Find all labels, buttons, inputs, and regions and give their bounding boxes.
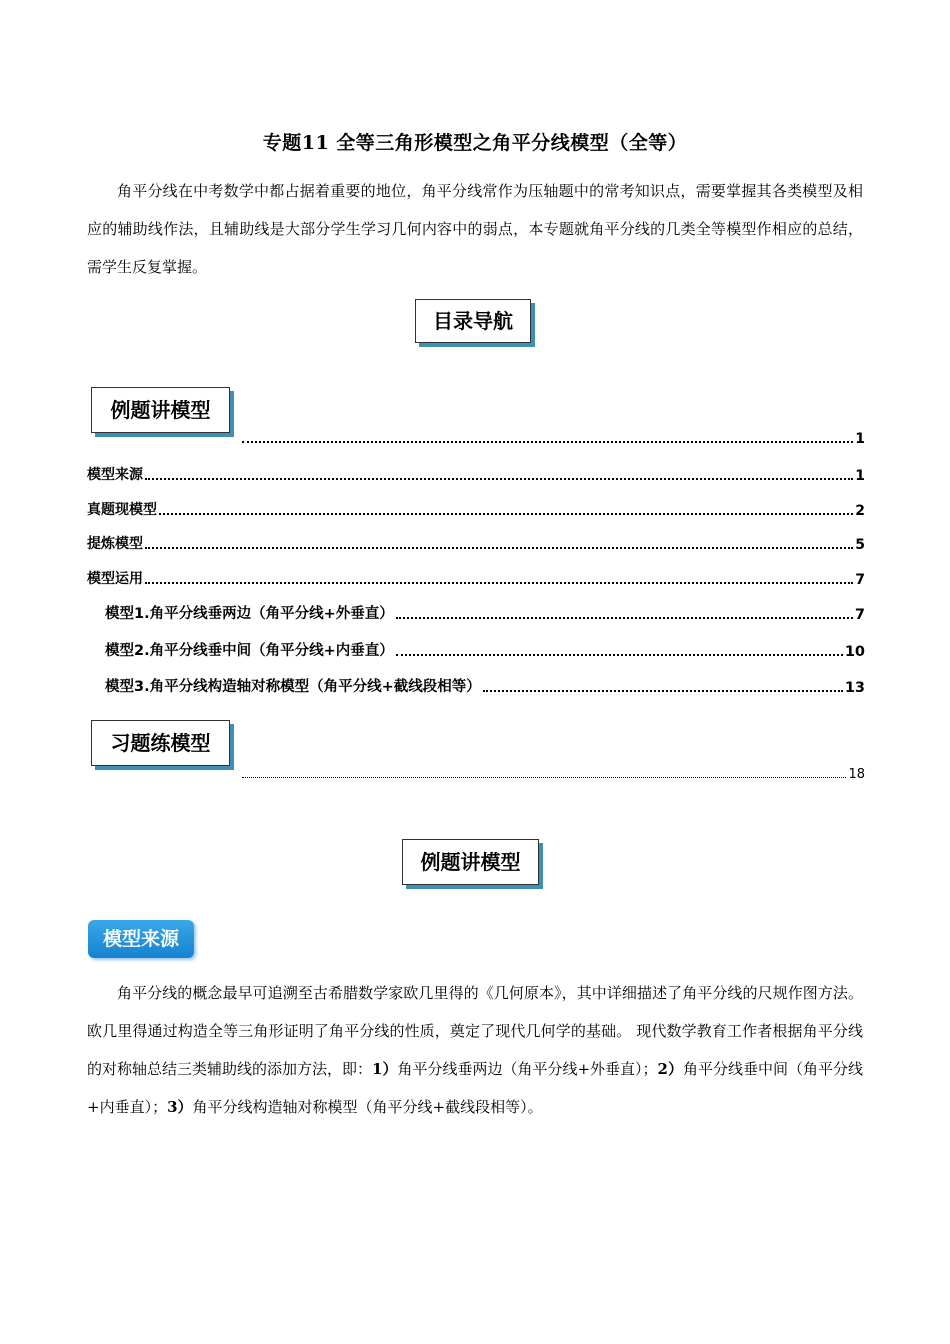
toc-label: 模型1.角平分线垂两边（角平分线+外垂直）	[105, 606, 394, 622]
toc-label: 真题现模型	[87, 502, 157, 518]
toc-page: 1	[855, 468, 865, 484]
model-2-text: 角平分线垂中间（角平分线+内垂直）；	[87, 1060, 864, 1116]
nav-header: 目录导航	[415, 299, 531, 343]
toc-row-section1[interactable]	[240, 425, 865, 447]
toc-page: 10	[844, 644, 865, 660]
intro-paragraph: 角平分线在中考数学中都占据着重要的地位，角平分线常作为压轴题中的常考知识点，需要掌握其各类模型及相应的辅助线作法，且辅助线是大部分学生学习几何内容中的弱点，本专题就角平分线的几类全等模型作相应的总结，需学生反复掌握。	[87, 182, 863, 276]
toc-section-examples: 例题讲模型	[91, 387, 230, 433]
model-3-number: 3）	[167, 1098, 193, 1116]
toc-page: 7	[855, 572, 865, 588]
toc-page: 13	[844, 680, 865, 696]
toc-label: 模型来源	[87, 467, 143, 483]
toc-page: 7	[854, 607, 865, 623]
model-1-text: 角平分线垂两边（角平分线+外垂直）；	[397, 1060, 658, 1078]
toc-page: 2	[855, 503, 865, 519]
section-header: 例题讲模型	[402, 839, 539, 885]
model-1-number: 1）	[372, 1060, 398, 1078]
toc-label: 模型运用	[87, 571, 143, 587]
toc-page: 18	[848, 767, 865, 782]
model-source-badge: 模型来源	[88, 920, 194, 958]
toc-subrow[interactable]	[105, 638, 865, 660]
toc-row[interactable]	[87, 497, 865, 519]
toc-row[interactable]	[87, 531, 865, 553]
body-paragraph	[87, 974, 863, 1126]
toc-section-exercises: 习题练模型	[91, 720, 230, 766]
toc-row-section2[interactable]	[240, 760, 865, 782]
toc-label: 模型3.角平分线构造轴对称模型（角平分线+截线段相等）	[105, 679, 481, 695]
model-3-text: 角平分线构造轴对称模型（角平分线+截线段相等）。	[192, 1098, 543, 1116]
toc-label: 模型2.角平分线垂中间（角平分线+内垂直）	[105, 643, 394, 659]
body-text: 角平分线的概念最早可追溯至古希腊数学家欧几里得的《几何原本》，其中详细描述了角平分线的尺规作图方法。欧几里得通过构造全等三角形证明了角平分线的性质，奠定了现代几何学的基础。 现代数学教育工作者根据角平分线的对称轴总结三类辅助线的添加方法，即：	[87, 984, 863, 1078]
toc-row[interactable]	[87, 462, 865, 484]
toc-page: 5	[855, 537, 865, 553]
toc-page: 1	[855, 431, 865, 447]
toc-subrow[interactable]	[105, 601, 865, 623]
toc-subrow[interactable]	[105, 674, 865, 696]
toc-label: 提炼模型	[87, 536, 143, 552]
page-title: 专题11 全等三角形模型之角平分线模型（全等）	[262, 132, 688, 154]
model-2-number: 2）	[657, 1060, 683, 1078]
toc-row[interactable]	[87, 566, 865, 588]
